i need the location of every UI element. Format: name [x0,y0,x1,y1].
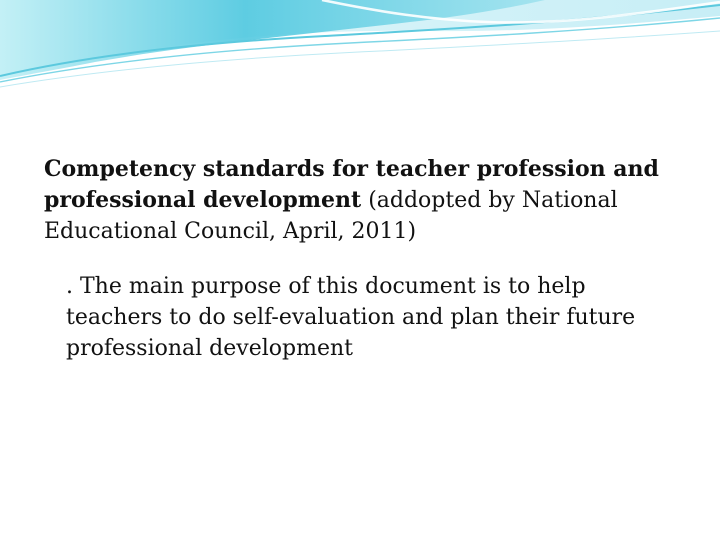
slide-content [44,154,684,364]
heading-bold-text: Competency standards for teacher profession and professional development [44,156,659,213]
slide-heading [44,154,684,247]
bullet-list [44,271,684,364]
heading-normal-text: (addopted by National Educational Council, April, 2011) [44,188,618,244]
bullet-text: . The main purpose of this document is to help teachers to do self-evaluation and plan their future professional development [66,274,636,361]
top-wave-decoration [0,0,720,90]
bullet-item [44,271,684,364]
